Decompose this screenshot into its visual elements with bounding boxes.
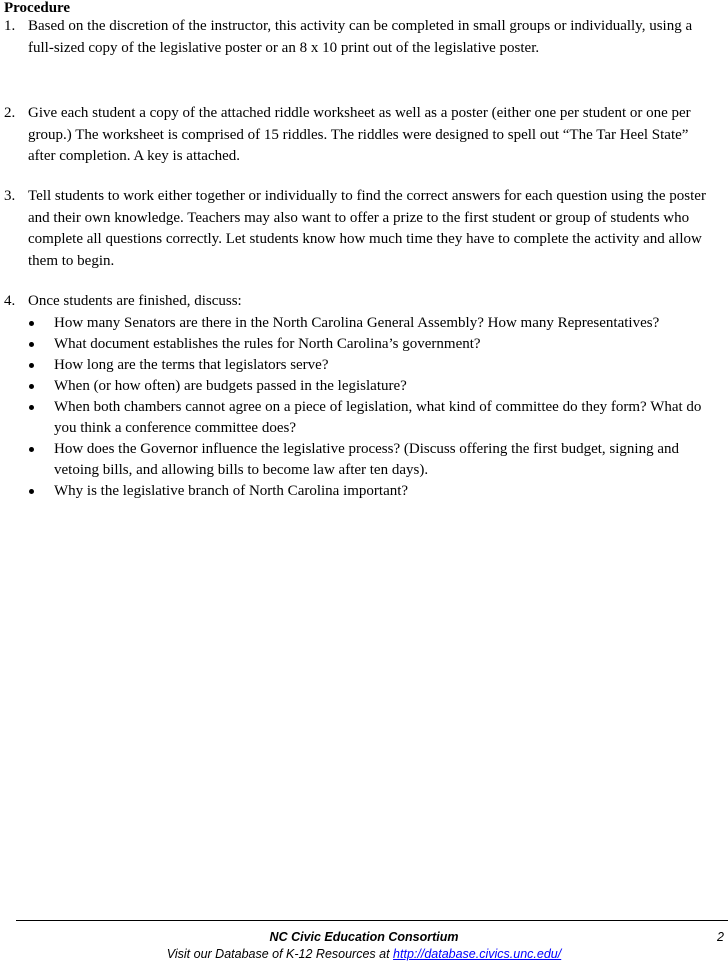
step-text: Once students are finished, discuss: <box>28 293 242 309</box>
discussion-question <box>0 481 716 502</box>
discussion-question-text: How long are the terms that legislators serve? <box>54 357 329 373</box>
discussion-question <box>0 355 716 376</box>
discussion-question <box>0 439 716 481</box>
footer-divider <box>16 920 728 921</box>
step-text: Based on the discretion of the instructor, this activity can be completed in small groups or individually, using a full-sized copy of the legislative poster or an 8 x 10 print out of the legislative poster. <box>28 18 693 56</box>
step-text: Give each student a copy of the attached riddle worksheet as well as a poster (either one per student or one per group.) The worksheet is comprised of 15 riddles. The riddles were designed to spell out “The Tar Heel State” after completion. A key is attached. <box>28 105 691 164</box>
discussion-question <box>0 397 716 439</box>
procedure-heading: Procedure <box>4 0 71 16</box>
bullet-icon <box>29 489 34 494</box>
discussion-question <box>0 334 716 355</box>
bullet-icon <box>29 405 34 410</box>
discussion-question-list <box>0 313 716 502</box>
discussion-question <box>0 313 716 334</box>
step-text: Tell students to work either together or individually to find the correct answers for each question using the poster and their own knowledge. Teachers may also want to offer a prize to the first student or group of students who complete all questions correctly. Let students know how much time they have to complete the activity and allow them to begin. <box>28 188 706 269</box>
discussion-question-text: How many Senators are there in the North Carolina General Assembly? How many Representatives? <box>54 315 660 331</box>
step-number: 3. <box>4 188 16 204</box>
bullet-icon <box>29 447 34 452</box>
bullet-icon <box>29 363 34 368</box>
procedure-step-4 <box>4 291 716 313</box>
discussion-question-text: How does the Governor influence the legislative process? (Discuss offering the first budget, signing and vetoing bills, and allowing bills to become law after ten days). <box>54 441 679 478</box>
discussion-question-text: Why is the legislative branch of North Carolina important? <box>54 483 409 499</box>
bullet-icon <box>29 342 34 347</box>
step-number: 4. <box>4 293 16 309</box>
page-number: 2 <box>717 930 724 944</box>
footer-visit-line <box>0 946 728 962</box>
procedure-step-1 <box>4 16 716 59</box>
discussion-question-text: When both chambers cannot agree on a piece of legislation, what kind of committee do they form? What do you think a conference committee does? <box>54 399 702 436</box>
bullet-icon <box>29 384 34 389</box>
footer-visit-text: Visit our Database of K-12 Resources at <box>166 947 394 961</box>
step-number: 1. <box>4 18 16 34</box>
bullet-icon <box>29 321 34 326</box>
discussion-question-text: What document establishes the rules for North Carolina’s government? <box>54 336 481 352</box>
footer-organization: NC Civic Education Consortium <box>269 930 459 944</box>
discussion-question <box>0 376 716 397</box>
procedure-step-3 <box>4 186 716 272</box>
database-link[interactable]: http://database.civics.unc.edu/ <box>393 947 562 961</box>
procedure-step-2 <box>4 103 716 168</box>
discussion-question-text: When (or how often) are budgets passed in the legislature? <box>54 378 407 394</box>
step-number: 2. <box>4 105 16 121</box>
